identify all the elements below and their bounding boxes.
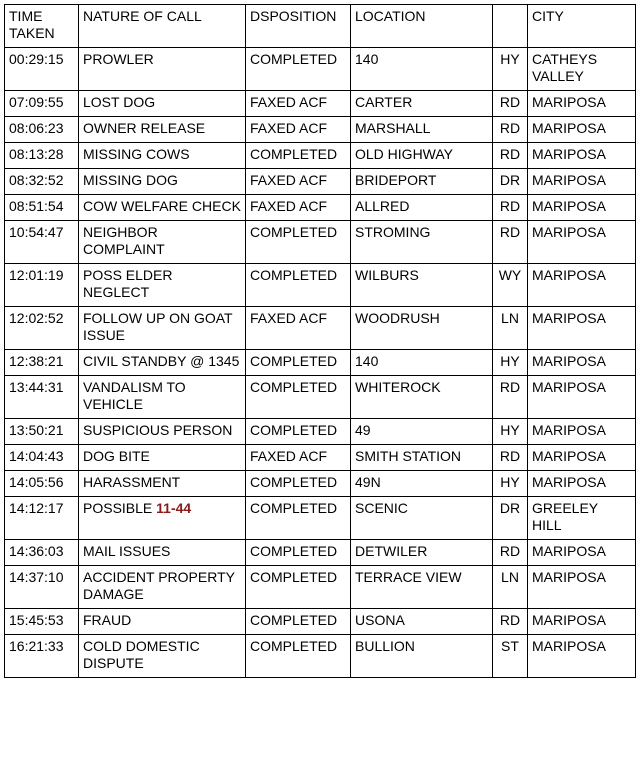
cell-city: MARIPOSA [528,307,636,350]
cell-city: MARIPOSA [528,264,636,307]
cell-suffix: HY [493,350,528,376]
cell-location: MARSHALL [351,117,493,143]
cell-suffix: ST [493,635,528,678]
cell-nature-of-call: MAIL ISSUES [79,540,246,566]
header-disposition: DSPOSITION [246,5,351,48]
table-row [5,609,636,635]
cell-disposition: COMPLETED [246,376,351,419]
cell-disposition: COMPLETED [246,497,351,540]
cell-city: MARIPOSA [528,195,636,221]
cell-location: ALLRED [351,195,493,221]
cell-nature-of-call: LOST DOG [79,91,246,117]
cell-location: 140 [351,350,493,376]
header-location: LOCATION [351,5,493,48]
cell-city: GREELEY HILL [528,497,636,540]
cell-disposition: COMPLETED [246,609,351,635]
cell-city: MARIPOSA [528,445,636,471]
cell-nature-of-call: COW WELFARE CHECK [79,195,246,221]
cell-location: 49 [351,419,493,445]
cell-disposition: COMPLETED [246,419,351,445]
cell-city: MARIPOSA [528,540,636,566]
cell-disposition: COMPLETED [246,264,351,307]
cell-city: MARIPOSA [528,350,636,376]
cell-time-taken: 07:09:55 [5,91,79,117]
header-row [5,5,636,48]
cell-disposition: COMPLETED [246,540,351,566]
header-nature-of-call: NATURE OF CALL [79,5,246,48]
cell-suffix: RD [493,540,528,566]
cell-suffix: RD [493,376,528,419]
cell-location: STROMING [351,221,493,264]
header-suffix [493,5,528,48]
cell-time-taken: 15:45:53 [5,609,79,635]
cell-suffix: WY [493,264,528,307]
cell-disposition: FAXED ACF [246,169,351,195]
cell-suffix: RD [493,445,528,471]
cell-disposition: COMPLETED [246,143,351,169]
table-row [5,264,636,307]
cell-suffix: RD [493,221,528,264]
cell-disposition: COMPLETED [246,221,351,264]
table-row [5,540,636,566]
cell-nature-of-call: SUSPICIOUS PERSON [79,419,246,445]
cell-city: MARIPOSA [528,566,636,609]
table-row [5,471,636,497]
cell-city: MARIPOSA [528,419,636,445]
cell-city: MARIPOSA [528,609,636,635]
cell-nature-of-call: COLD DOMESTIC DISPUTE [79,635,246,678]
cell-location: WILBURS [351,264,493,307]
page-edge-mark [635,650,636,666]
cell-suffix: HY [493,48,528,91]
cell-suffix: DR [493,497,528,540]
cell-disposition: COMPLETED [246,48,351,91]
cell-nature-of-call: FOLLOW UP ON GOAT ISSUE [79,307,246,350]
table-row [5,91,636,117]
cell-time-taken: 12:01:19 [5,264,79,307]
cell-location: CARTER [351,91,493,117]
cell-time-taken: 14:37:10 [5,566,79,609]
cell-nature-of-call: MISSING DOG [79,169,246,195]
cell-city: MARIPOSA [528,471,636,497]
cell-time-taken: 14:04:43 [5,445,79,471]
cell-location: BRIDEPORT [351,169,493,195]
table-row [5,48,636,91]
cell-nature-of-call: DOG BITE [79,445,246,471]
table-row [5,221,636,264]
table-row [5,307,636,350]
header-city: CITY [528,5,636,48]
cell-location: 49N [351,471,493,497]
cell-time-taken: 13:50:21 [5,419,79,445]
cell-location: WHITEROCK [351,376,493,419]
cell-time-taken: 08:13:28 [5,143,79,169]
cell-time-taken: 08:06:23 [5,117,79,143]
cell-disposition: COMPLETED [246,635,351,678]
cell-time-taken: 00:29:15 [5,48,79,91]
cell-disposition: FAXED ACF [246,445,351,471]
cell-suffix: RD [493,143,528,169]
cell-time-taken: 13:44:31 [5,376,79,419]
table-row [5,117,636,143]
cell-nature-of-call: POSS ELDER NEGLECT [79,264,246,307]
cell-suffix: DR [493,169,528,195]
table-row [5,445,636,471]
cell-disposition: COMPLETED [246,350,351,376]
cell-location: SMITH STATION [351,445,493,471]
table-row [5,635,636,678]
cell-disposition: COMPLETED [246,566,351,609]
cell-time-taken: 12:02:52 [5,307,79,350]
call-code: 11-44 [156,500,192,516]
cell-city: MARIPOSA [528,169,636,195]
cell-nature-of-call: NEIGHBOR COMPLAINT [79,221,246,264]
cell-disposition: COMPLETED [246,471,351,497]
table-row [5,419,636,445]
cell-city: MARIPOSA [528,376,636,419]
cell-time-taken: 08:32:52 [5,169,79,195]
cell-nature-of-call: VANDALISM TO VEHICLE [79,376,246,419]
table-row [5,497,636,540]
cell-city: MARIPOSA [528,117,636,143]
cell-time-taken: 14:05:56 [5,471,79,497]
table-row [5,376,636,419]
cell-disposition: FAXED ACF [246,307,351,350]
cell-city: CATHEYS VALLEY [528,48,636,91]
cell-nature-of-call: PROWLER [79,48,246,91]
cell-suffix: HY [493,419,528,445]
cell-disposition: FAXED ACF [246,117,351,143]
cell-time-taken: 08:51:54 [5,195,79,221]
cell-city: MARIPOSA [528,635,636,678]
cell-nature-of-call: MISSING COWS [79,143,246,169]
cell-nature-of-call: HARASSMENT [79,471,246,497]
table-row [5,195,636,221]
cell-city: MARIPOSA [528,143,636,169]
cell-location: DETWILER [351,540,493,566]
cell-suffix: LN [493,307,528,350]
cell-suffix: RD [493,117,528,143]
cell-suffix: RD [493,609,528,635]
table-row [5,350,636,376]
cell-location: 140 [351,48,493,91]
cell-disposition: FAXED ACF [246,195,351,221]
cell-nature-of-call: ACCIDENT PROPERTY DAMAGE [79,566,246,609]
cell-nature-of-call: OWNER RELEASE [79,117,246,143]
cell-disposition: FAXED ACF [246,91,351,117]
cell-location: USONA [351,609,493,635]
cell-location: OLD HIGHWAY [351,143,493,169]
cell-suffix: HY [493,471,528,497]
cell-suffix: RD [493,91,528,117]
cell-time-taken: 12:38:21 [5,350,79,376]
cell-time-taken: 10:54:47 [5,221,79,264]
cell-city: MARIPOSA [528,221,636,264]
cell-nature-of-call: CIVIL STANDBY @ 1345 [79,350,246,376]
cell-nature-of-call [79,497,246,540]
nature-text: POSSIBLE [83,500,153,516]
cell-nature-of-call: FRAUD [79,609,246,635]
table-row [5,169,636,195]
cell-time-taken: 14:12:17 [5,497,79,540]
cell-location: WOODRUSH [351,307,493,350]
cell-suffix: RD [493,195,528,221]
cell-city: MARIPOSA [528,91,636,117]
header-time-taken: TIME TAKEN [5,5,79,48]
call-log-table [4,4,636,678]
cell-location: SCENIC [351,497,493,540]
cell-time-taken: 16:21:33 [5,635,79,678]
table-row [5,143,636,169]
cell-location: TERRACE VIEW [351,566,493,609]
cell-suffix: LN [493,566,528,609]
table-row [5,566,636,609]
cell-location: BULLION [351,635,493,678]
cell-time-taken: 14:36:03 [5,540,79,566]
